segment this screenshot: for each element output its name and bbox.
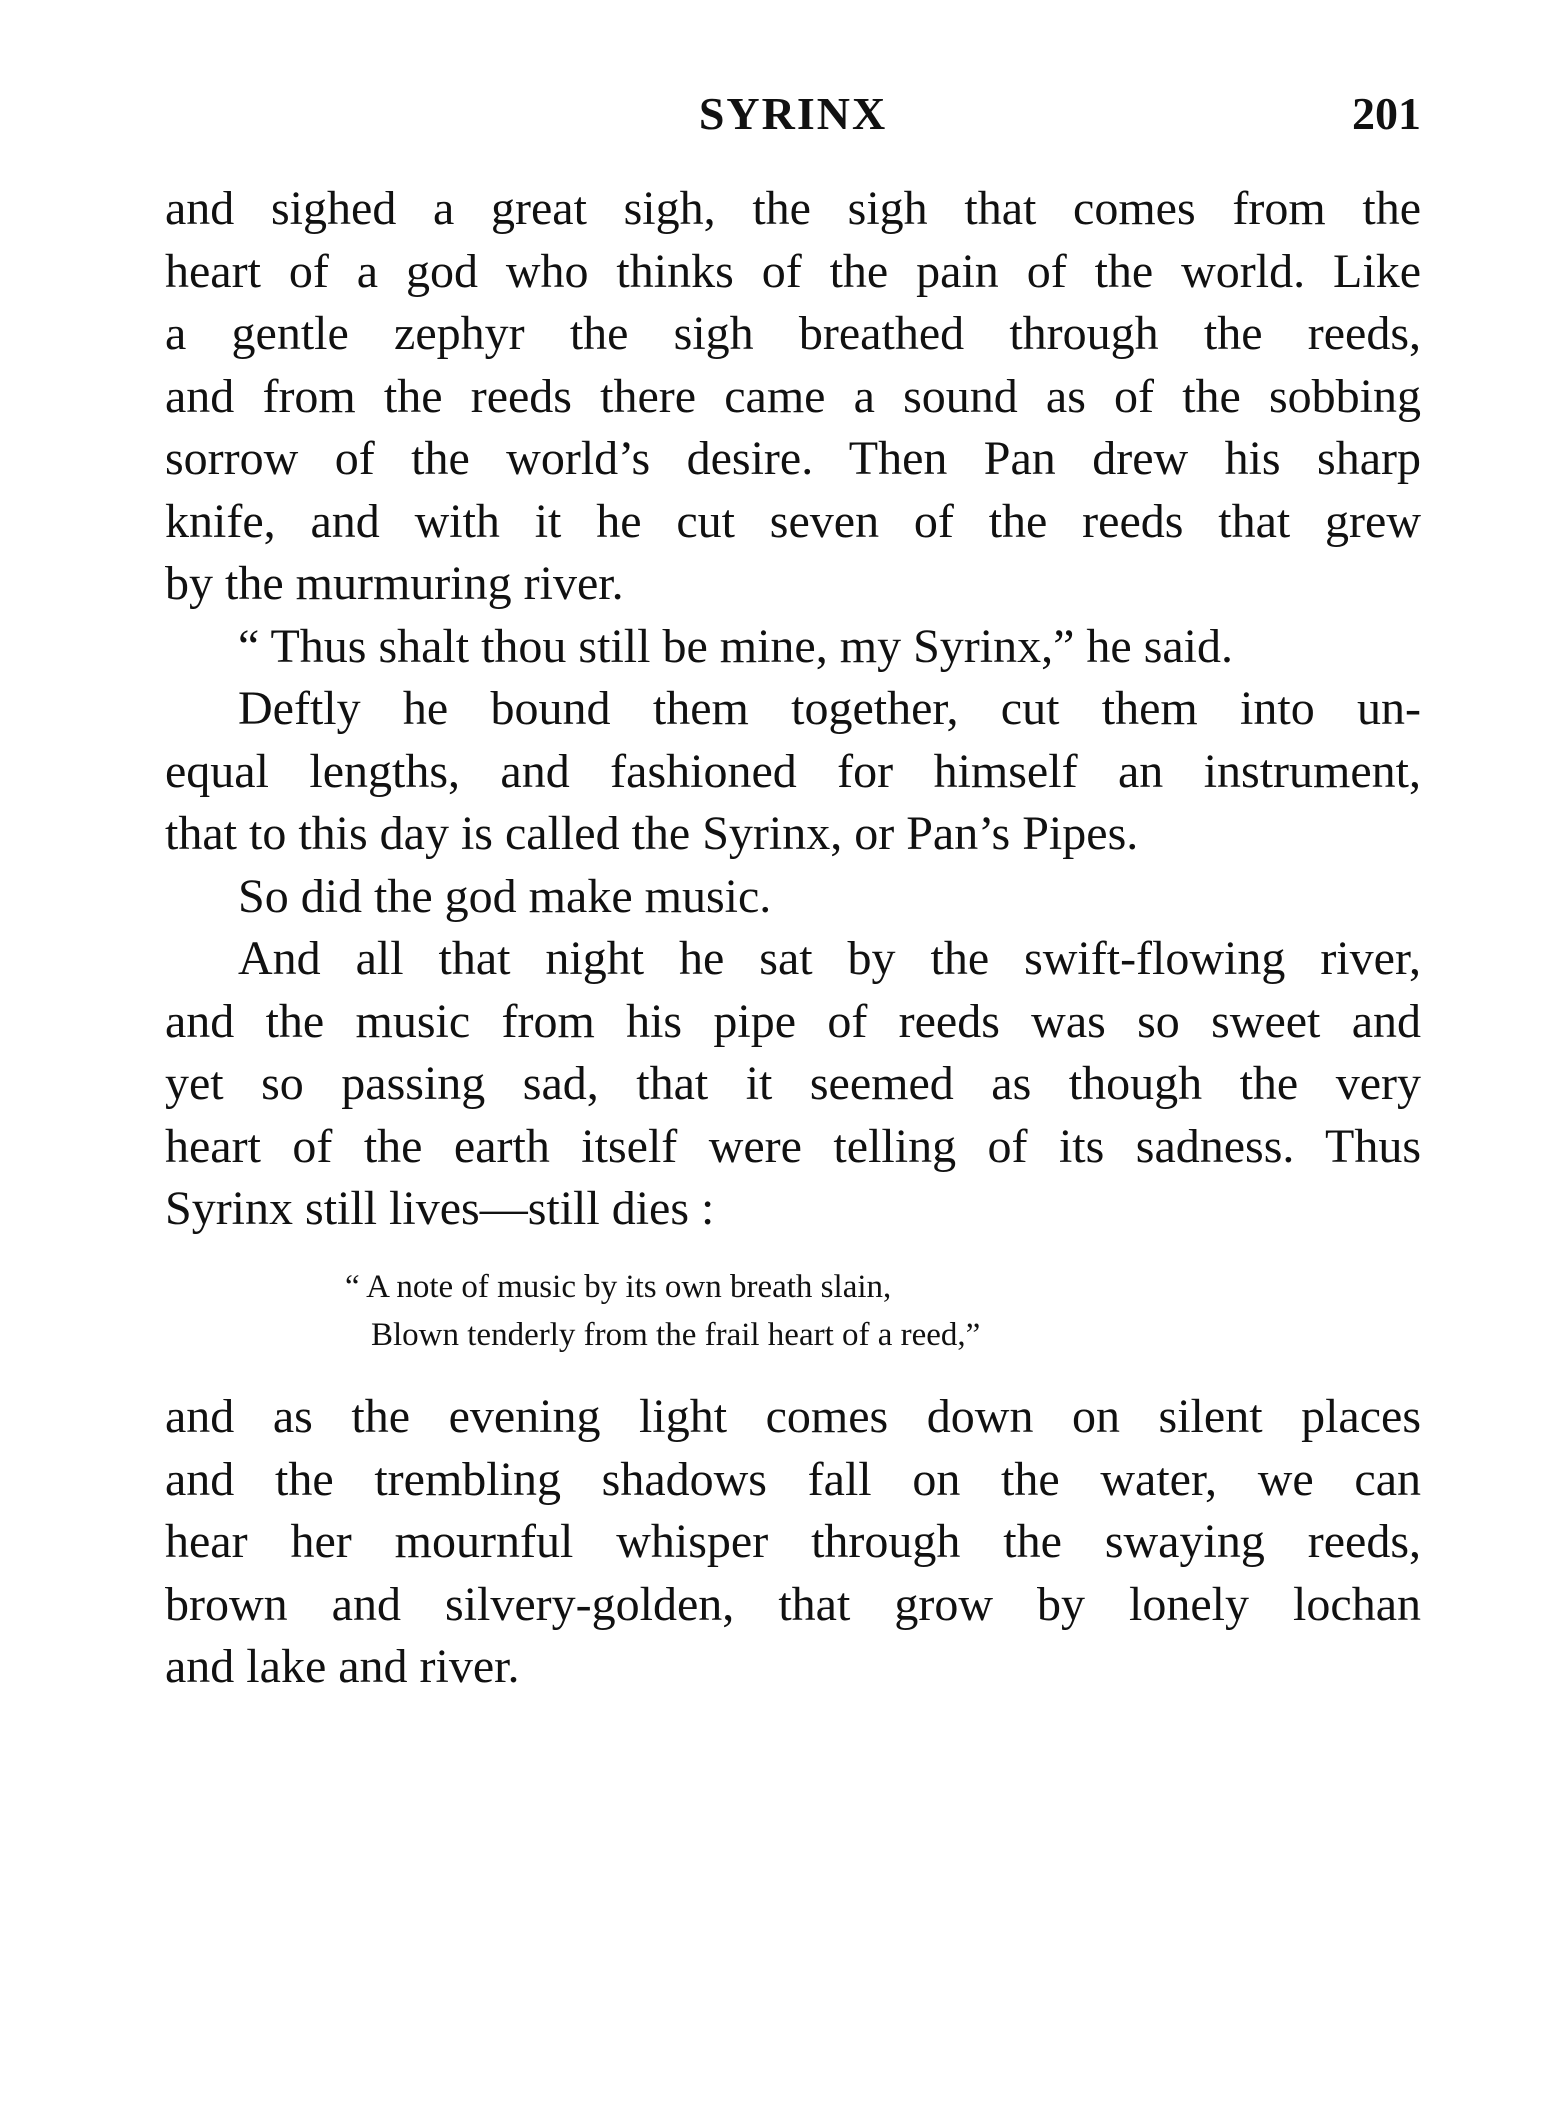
page-number: 201 (1352, 88, 1421, 139)
running-title: SYRINX (698, 88, 888, 139)
text-line: sorrow of the world’s desire. Then Pan drew his sharp (165, 432, 1421, 485)
text-line: Deftly he bound them together, cut them into un- (238, 682, 1421, 735)
main-text (165, 178, 1421, 1241)
text-line: heart of a god who thinks of the pain of the world. Like (165, 244, 1421, 298)
text-line: yet so passing sad, that it seemed as though the very (165, 1057, 1421, 1110)
text-line: Syrinx still lives—still dies : (165, 1182, 715, 1235)
verse-line: “ A note of music by its own breath slain, (345, 1269, 892, 1305)
text-line: and as the evening light comes down on silent places (165, 1390, 1421, 1443)
text-line: knife, and with it he cut seven of the reeds that grew (165, 494, 1421, 548)
text-line: a gentle zephyr the sigh breathed through the reeds, (165, 307, 1421, 360)
verse-quotation (345, 1263, 980, 1359)
text-line: hear her mournful whisper through the swaying reeds, (165, 1515, 1421, 1568)
verse-line: Blown tenderly from the frail heart of a reed,” (371, 1317, 981, 1353)
text-line: brown and silvery-golden, that grow by lonely lochan (165, 1577, 1421, 1631)
text-line: by the murmuring river. (165, 557, 624, 610)
text-line: equal lengths, and fashioned for himself an instrument, (165, 744, 1421, 798)
text-line: and sighed a great sigh, the sigh that comes from the (165, 182, 1421, 235)
text-line: heart of the earth itself were telling of its sadness. Thus (165, 1119, 1421, 1173)
text-line: and from the reeds there came a sound as of the sobbing (165, 369, 1421, 423)
text-line: and the music from his pipe of reeds was so sweet and (165, 994, 1421, 1048)
text-line: And all that night he sat by the swift-flowing river, (238, 932, 1421, 985)
text-line: that to this day is called the Syrinx, or Pan’s Pipes. (165, 807, 1139, 860)
text-line: and lake and river. (165, 1640, 520, 1693)
text-line: and the trembling shadows fall on the water, we can (165, 1452, 1421, 1506)
quote-line: “ Thus shalt thou still be mine, my Syrinx,” he said. (238, 619, 1234, 673)
closing-paragraph (165, 1386, 1421, 1699)
text-line: So did the god make music. (238, 869, 772, 923)
running-head (165, 84, 1421, 144)
